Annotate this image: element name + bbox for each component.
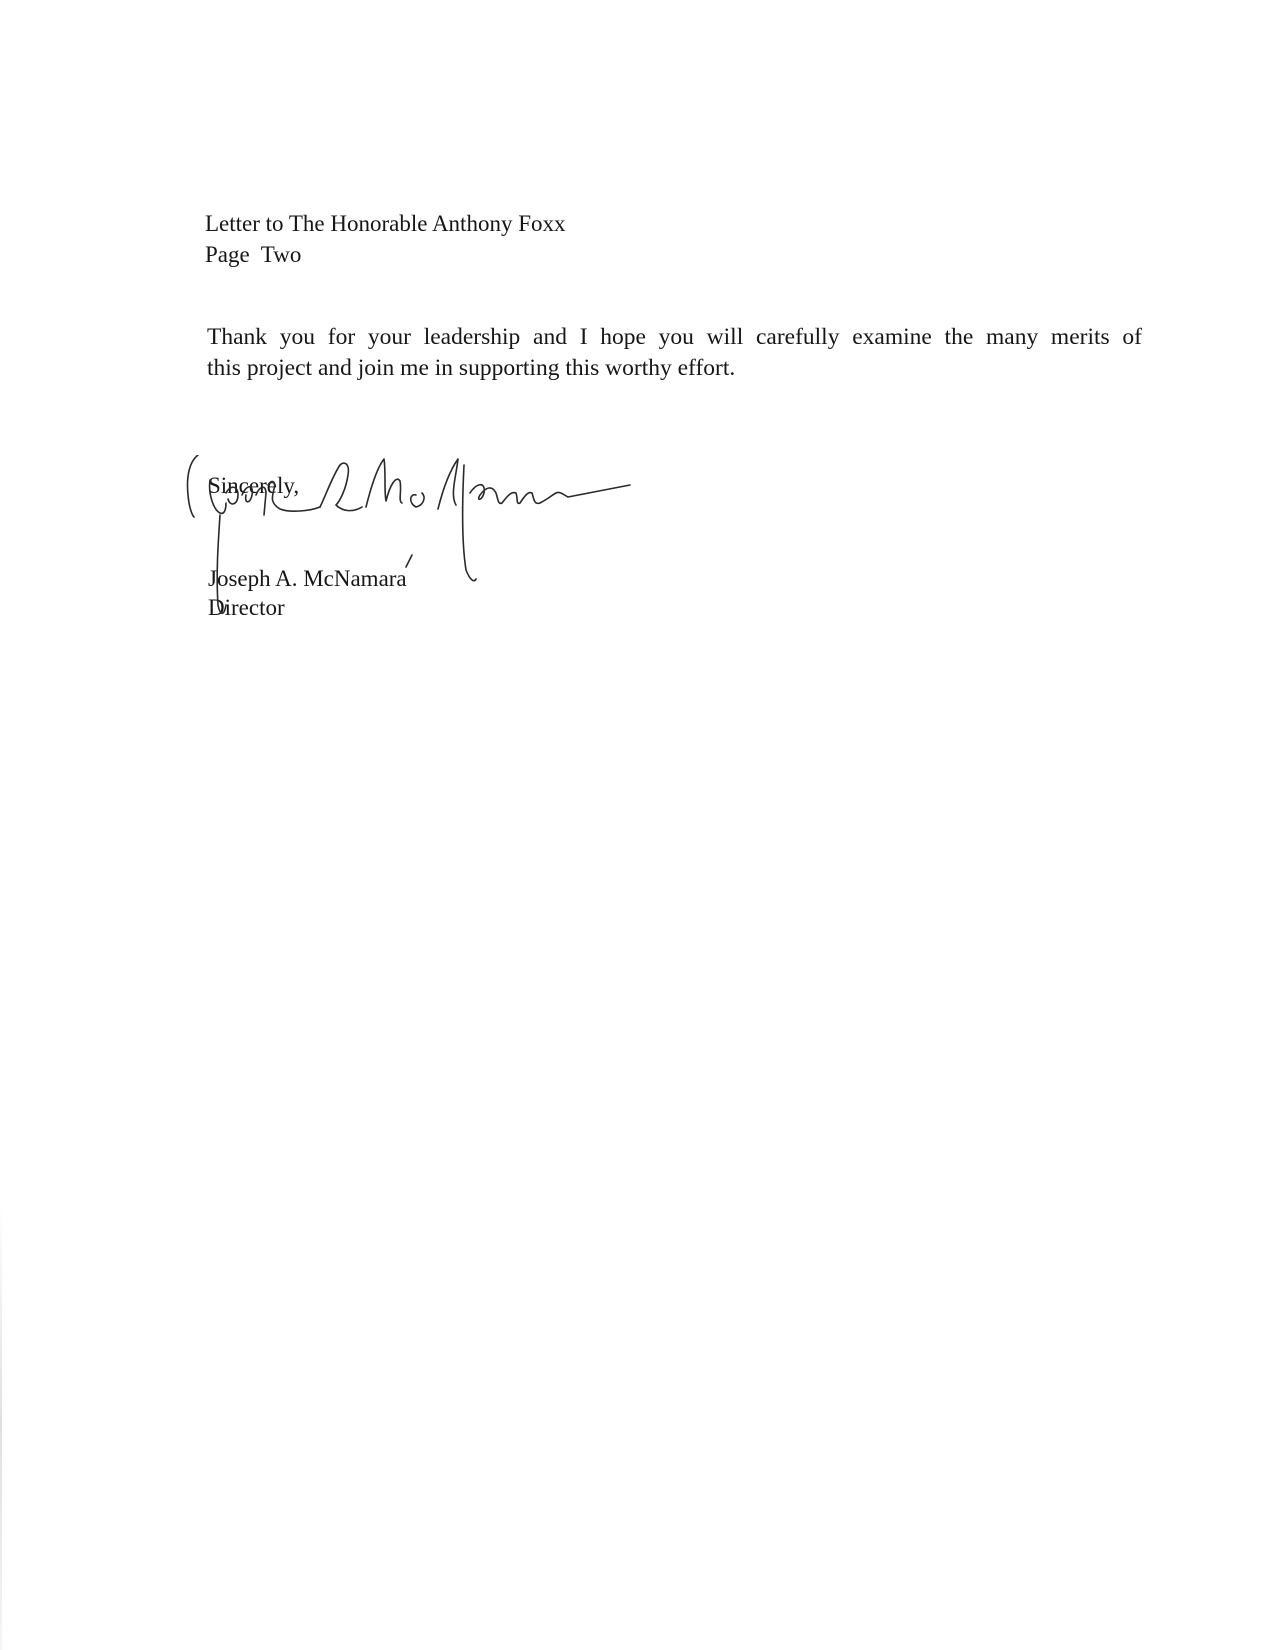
closing-salutation: Sincerely, bbox=[208, 473, 300, 498]
scan-edge bbox=[0, 1200, 2, 1650]
signer-name: Joseph A. McNamara bbox=[208, 566, 407, 591]
body-line-1: Thank you for your leadership and I hope you will carefully examine the many merits of bbox=[207, 324, 1142, 350]
header-page-line: Page Two bbox=[205, 242, 302, 267]
body-line-2: this project and join me in supporting this worthy effort. bbox=[207, 355, 736, 381]
letter-body bbox=[207, 322, 1142, 384]
letter-header bbox=[205, 208, 566, 270]
signer-title: Director bbox=[208, 595, 285, 620]
header-recipient-line: Letter to The Honorable Anthony Foxx bbox=[205, 211, 566, 236]
